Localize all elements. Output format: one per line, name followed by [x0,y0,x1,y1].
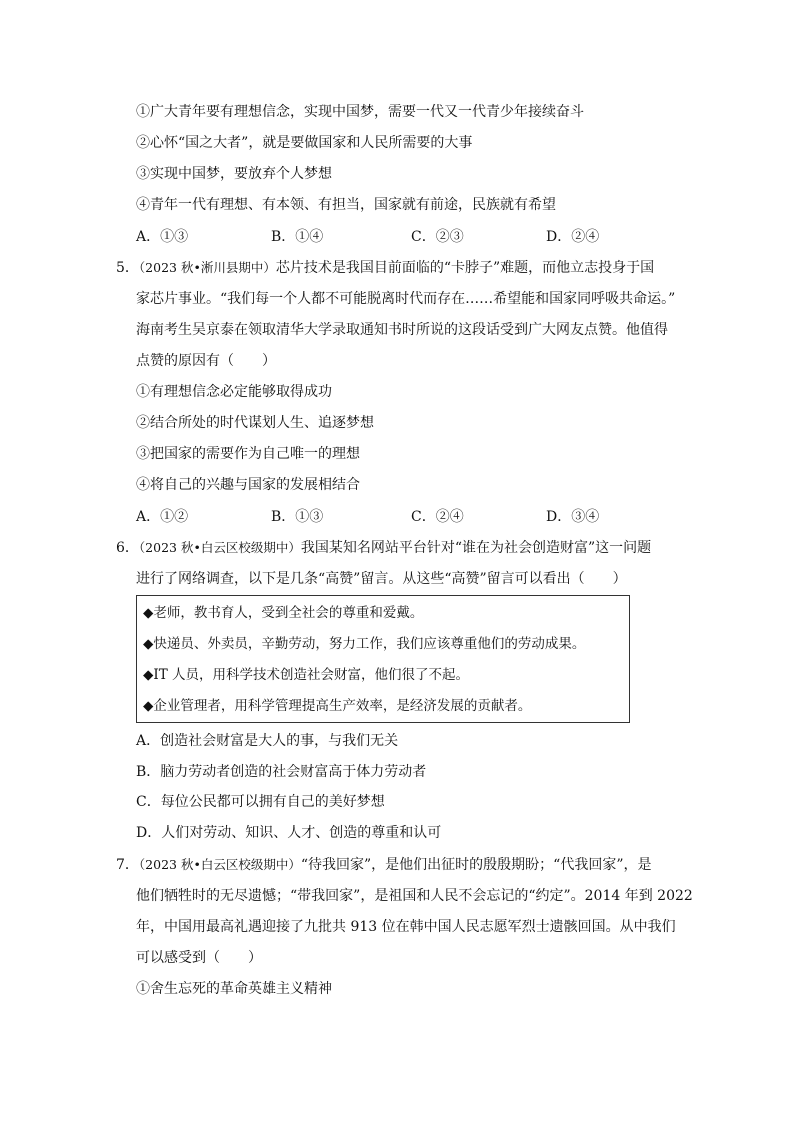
q5-stem-1: 芯片技术是我国目前面临的“卡脖子”难题，而他立志投身于国 [275,260,655,276]
q6-option-b: B．脑力劳动者创造的社会财富高于体力劳动者 [136,764,427,780]
q5-stem-4: 点赞的原因有（ ） [136,353,276,369]
q7-source: （2023 秋•白云区校级期中） [138,857,301,872]
q4-item-3: ③实现中国梦，要放弃个人梦想 [136,166,332,182]
q5-item-4: ④将自己的兴趣与国家的发展相结合 [136,477,360,493]
q6-option-d: D．人们对劳动、知识、人才、创造的尊重和认可 [136,825,442,841]
q5-item-1: ①有理想信念必定能够取得成功 [136,384,332,400]
q6-comment-1: ◆老师，教书育人，受到全社会的尊重和爱戴。 [143,605,424,621]
q5-source: （2023 秋•淅川县期中） [138,260,276,275]
q5-option-b: B．①③ [271,509,324,525]
q7-number: 7． [116,857,139,873]
q6-comment-box [136,595,630,723]
q4-item-4: ④青年一代有理想、有本领、有担当，国家就有前途，民族就有希望 [136,197,556,213]
q4-option-d: D．②④ [546,229,600,245]
q7-stem-3: 年，中国用最高礼遇迎接了九批共 913 位在韩中国人民志愿军烈士遗骸回国。从中我们 [136,919,676,935]
q5-option-c: C．②④ [411,509,464,525]
q5-stem-3: 海南考生吴京泰在领取清华大学录取通知书时所说的这段话受到广大网友点赞。他值得 [136,322,668,338]
q4-option-c: C．②③ [411,229,464,245]
q7-stem-4: 可以感受到（ ） [136,950,262,966]
q6-stem-2: 进行了网络调查，以下是几条“高赞”留言。从这些“高赞”留言可以看出（ ） [136,571,627,587]
q5-number: 5． [116,260,139,276]
q6-option-a: A．创造社会财富是大人的事，与我们无关 [136,733,399,749]
q5-item-2: ②结合所处的时代谋划人生、追逐梦想 [136,415,374,431]
q7-stem-1: “待我回家”，是他们出征时的殷殷期盼；“代我回家”，是 [300,857,652,873]
q6-number: 6． [116,540,139,556]
q4-item-2: ②心怀“国之大者”，就是要做国家和人民所需要的大事 [136,135,473,151]
q5-option-a: A．①② [136,509,189,525]
q7-stem-2: 他们牺牲时的无尽遗憾；“带我回家”，是祖国和人民不会忘记的“约定”。2014 年到 2022 [136,888,693,904]
q5-stem-2: 家芯片事业。“我们每一个人都不可能脱离时代而存在……希望能和国家同呼吸共命运。” [136,291,676,307]
q4-option-a: A．①③ [136,229,189,245]
q5-first-line [116,258,654,278]
q4-option-b: B．①④ [271,229,324,245]
q7-item-1: ①舍生忘死的革命英雄主义精神 [136,981,332,997]
q5-option-d: D．③④ [546,509,600,525]
q6-stem-1: 我国某知名网站平台针对“谁在为社会创造财富”这一问题 [300,540,652,556]
q6-comment-4: ◆企业管理者，用科学管理提高生产效率，是经济发展的贡献者。 [143,698,532,714]
q6-comment-3: ◆IT 人员，用科学技术创造社会财富，他们很了不起。 [143,667,470,683]
q6-source: （2023 秋•白云区校级期中） [138,540,301,555]
q6-first-line [116,538,651,558]
q4-item-1: ①广大青年要有理想信念，实现中国梦，需要一代又一代青少年接续奋斗 [136,104,584,120]
q5-item-3: ③把国家的需要作为自己唯一的理想 [136,446,360,462]
q6-comment-2: ◆快递员、外卖员，辛勤劳动，努力工作，我们应该尊重他们的劳动成果。 [143,636,586,652]
q7-first-line [116,855,651,875]
q6-option-c: C．每位公民都可以拥有自己的美好梦想 [136,794,385,810]
